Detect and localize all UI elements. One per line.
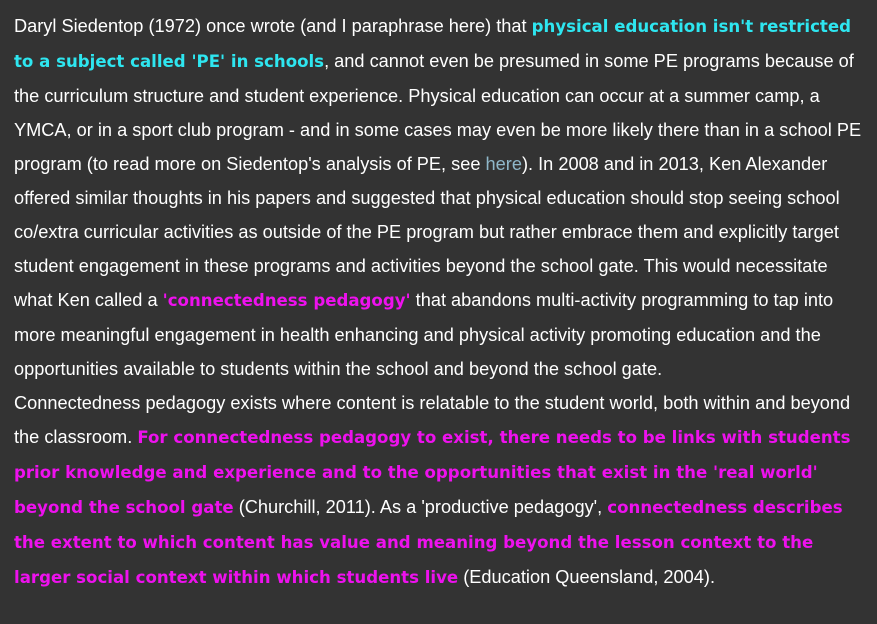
highlight-connectedness-pedagogy: 'connectedness pedagogy' bbox=[162, 291, 411, 310]
text-segment: (Education Queensland, 2004). bbox=[458, 567, 716, 587]
paragraph-connectedness bbox=[14, 386, 863, 595]
text-segment: Daryl Siedentop (1972) once wrote (and I paraphrase here) that bbox=[14, 16, 532, 36]
paragraph-siedentop bbox=[14, 9, 863, 386]
text-segment: that abandons multi-activity programming to tap into more meaningful engagement in health enhancing and physical activity promoting education and the opportunities available to students within the school and beyond the school gate. bbox=[14, 290, 834, 379]
text-segment: Connectedness pedagogy exists where content is relatable to the student world, both within and beyond the classroom. bbox=[14, 393, 851, 447]
text-segment: ). In 2008 and in 2013, Ken Alexander offered similar thoughts in his papers and suggested that physical education should stop seeing school co/extra curricular activities as outside of the PE program but rather embrace them and explicitly target student engagement in these programs and activities beyond the school gate. This would necessitate what Ken called a bbox=[14, 154, 840, 310]
text-segment: (Churchill, 2011). As a 'productive pedagogy', bbox=[233, 497, 608, 517]
highlight-links-prior-knowledge: For connectedness pedagogy to exist, there needs to be links with students prior knowledge and experience and to the opportunities that exist in the 'real world' beyond the school gate bbox=[14, 428, 851, 517]
highlight-connectedness-describes: connectedness describes the extent to which content has value and meaning beyond the lesson context to the larger social context within which students live bbox=[14, 498, 843, 587]
highlight-physical-education: physical education isn't restricted to a subject called 'PE' in schools bbox=[14, 17, 851, 71]
here-link[interactable]: here bbox=[485, 154, 522, 174]
text-segment: , and cannot even be presumed in some PE programs because of the curriculum structure and student experience. Physical education can occur at a summer camp, a YMCA, or in a sport club program - and in some cases may even be more likely there than in a school PE program (to read more on Siedentop's analysis of PE, see bbox=[14, 51, 862, 174]
